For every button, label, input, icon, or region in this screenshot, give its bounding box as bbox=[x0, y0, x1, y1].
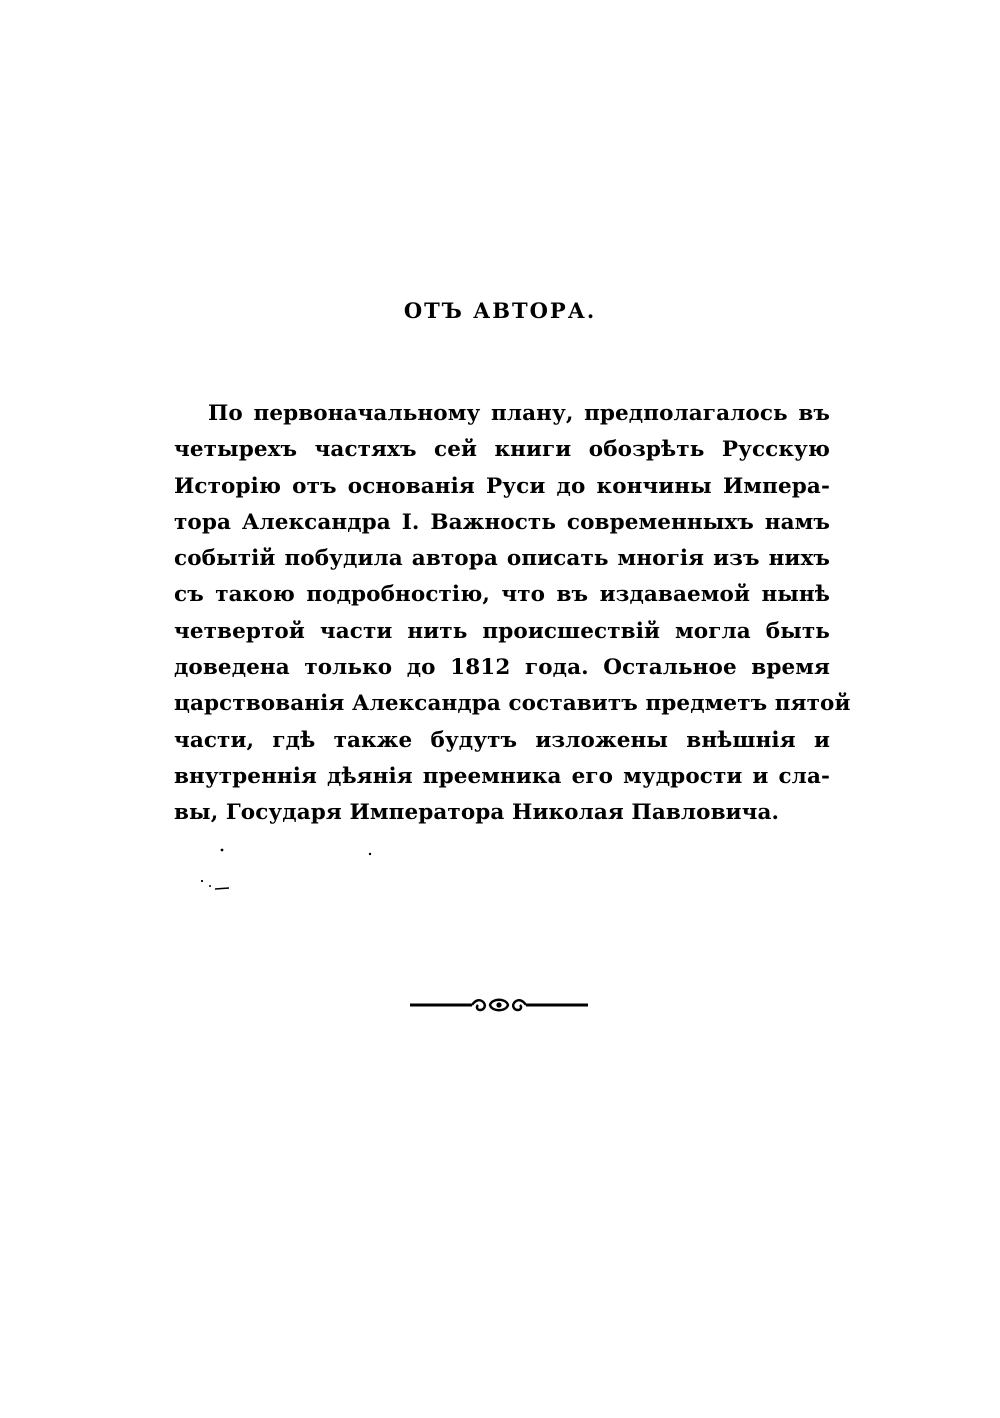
speck bbox=[369, 853, 371, 855]
text-line: Исторію отъ основанія Руси до кончины Импера- bbox=[174, 473, 830, 499]
speck bbox=[221, 849, 224, 852]
ornament-center-dot bbox=[496, 1002, 501, 1007]
speck bbox=[201, 880, 203, 882]
text-line: царствованія Александра составитъ предметъ пятой bbox=[174, 691, 851, 717]
page-title: ОТЪ АВТОРА. bbox=[403, 298, 597, 323]
text-line: съ такою подробностію, что въ издаваемой нынѣ bbox=[174, 582, 830, 608]
speck bbox=[209, 885, 211, 887]
speck bbox=[215, 888, 229, 889]
text-line: четвертой части нить происшествій могла быть bbox=[174, 618, 830, 644]
tailpiece-ornament bbox=[410, 994, 588, 1016]
text-line: По первоначальному плану, предполагалось въ bbox=[208, 401, 830, 426]
text-line: части, гдѣ также будутъ изложены внѣшнія и bbox=[174, 727, 830, 753]
text-line: внутреннія дѣянія преемника его мудрости и сла- bbox=[174, 763, 830, 789]
text-line: событій побудила автора описать многія изъ нихъ bbox=[174, 546, 830, 572]
preface-paragraph bbox=[174, 396, 851, 832]
text-line: доведена только до 1812 года. Остальное время bbox=[174, 655, 830, 681]
text-line: вы, Государя Императора Николая Павловича. bbox=[174, 800, 780, 826]
text-line: четырехъ частяхъ сей книги обозрѣть Русскую bbox=[174, 437, 830, 463]
ornament-flourish-right bbox=[513, 1000, 526, 1010]
text-line: тора Александра I. Важность современныхъ намъ bbox=[174, 509, 830, 535]
ornament-flourish-left bbox=[472, 1000, 485, 1010]
